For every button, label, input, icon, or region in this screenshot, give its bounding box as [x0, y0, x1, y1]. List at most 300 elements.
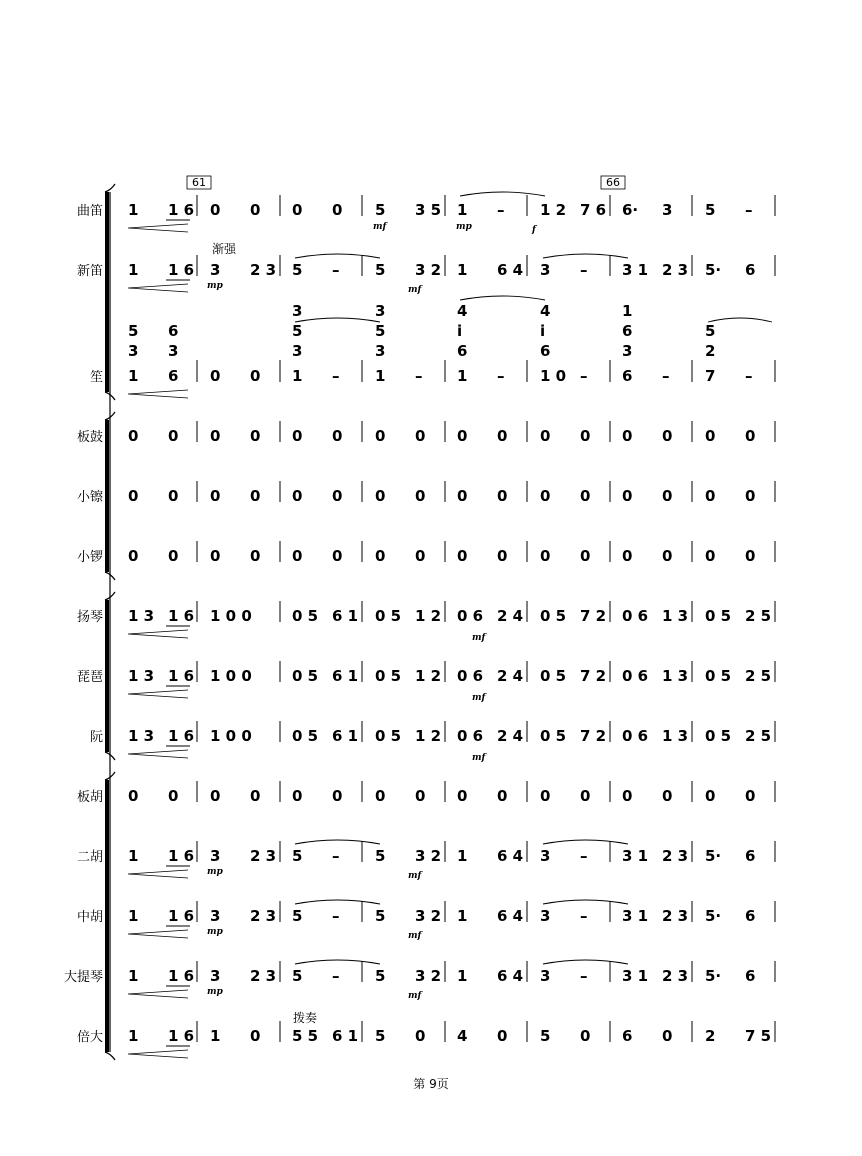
- note: 6: [622, 1027, 633, 1045]
- note: 1: [292, 367, 303, 385]
- note: 2 3: [662, 967, 689, 985]
- note: 5: [375, 1027, 386, 1045]
- chord-note: 6: [457, 342, 468, 360]
- group-bracket: [105, 420, 109, 572]
- crescendo-hairpin: [128, 390, 188, 398]
- note: 0: [210, 487, 221, 505]
- note: 0: [210, 547, 221, 565]
- rehearsal-mark: 61: [192, 176, 206, 189]
- note: –: [580, 907, 588, 925]
- note: 0: [662, 547, 673, 565]
- note: –: [415, 367, 423, 385]
- note: 0: [250, 547, 261, 565]
- note: 3: [210, 967, 221, 985]
- note: 0: [497, 787, 508, 805]
- note: 0 5: [705, 667, 732, 685]
- note: 3: [210, 847, 221, 865]
- chord-note: i: [540, 322, 546, 340]
- chord-note: 3: [128, 342, 139, 360]
- note: 0: [375, 487, 386, 505]
- instrument-label: 笙: [89, 370, 103, 385]
- note: 0 5: [375, 607, 402, 625]
- note: 3 1: [622, 907, 649, 925]
- note: 3: [540, 261, 551, 279]
- note: 0: [580, 427, 591, 445]
- note: 7 2: [580, 607, 607, 625]
- dynamic-mark: mp: [207, 281, 223, 291]
- instrument-label: 板胡: [76, 790, 103, 805]
- note: 1 3: [128, 667, 155, 685]
- chord-note: 5: [128, 322, 139, 340]
- note: 3: [540, 907, 551, 925]
- note: 1: [128, 1027, 139, 1045]
- note: 0: [210, 787, 221, 805]
- instrument-label: 扬琴: [76, 610, 103, 625]
- note: 0: [128, 427, 139, 445]
- tie: [543, 840, 628, 844]
- note: 3 2: [415, 261, 442, 279]
- note: 5 5: [292, 1027, 319, 1045]
- note: 0 5: [540, 607, 567, 625]
- note: 1: [210, 1027, 221, 1045]
- note: 0 6: [622, 607, 649, 625]
- note: 1 6: [168, 967, 195, 985]
- note: 1: [457, 367, 468, 385]
- note: 2 5: [745, 607, 772, 625]
- note: 0: [745, 547, 756, 565]
- note: 0: [662, 1027, 673, 1045]
- note: 0: [292, 547, 303, 565]
- note: 5: [375, 201, 386, 219]
- note: 0: [497, 1027, 508, 1045]
- note: 0: [375, 787, 386, 805]
- note: 0: [540, 427, 551, 445]
- note: 5·: [705, 261, 722, 279]
- note: 1 2: [415, 667, 442, 685]
- note: 3: [540, 847, 551, 865]
- tie: [543, 254, 628, 258]
- note: 3 2: [415, 967, 442, 985]
- note: 0: [332, 487, 343, 505]
- note: 6 1: [332, 727, 359, 745]
- note: 0: [580, 1027, 591, 1045]
- note: 6: [745, 967, 756, 985]
- note: 6 1: [332, 607, 359, 625]
- note: 1: [457, 261, 468, 279]
- note: 0: [497, 487, 508, 505]
- tie: [295, 318, 380, 322]
- note: 1 2: [540, 201, 567, 219]
- note: 0: [210, 427, 221, 445]
- chord-note: 5: [705, 322, 716, 340]
- note: 0: [580, 547, 591, 565]
- note: 6 4: [497, 907, 524, 925]
- note: 1 2: [415, 727, 442, 745]
- note: 0: [705, 787, 716, 805]
- note: 1 3: [662, 607, 689, 625]
- note: 3: [662, 201, 673, 219]
- note: 0: [250, 201, 261, 219]
- note: 0: [622, 787, 633, 805]
- note: –: [332, 907, 340, 925]
- tie: [543, 900, 628, 904]
- note: 0: [168, 427, 179, 445]
- note: 1 6: [168, 1027, 195, 1045]
- note: 5: [292, 907, 303, 925]
- note: 5: [375, 967, 386, 985]
- crescendo-hairpin: [128, 930, 188, 938]
- note: 0: [210, 367, 221, 385]
- dynamic-mark: mf: [472, 633, 486, 643]
- bracket-hook: [105, 184, 115, 192]
- note: 7 6: [580, 201, 607, 219]
- note: 5: [375, 847, 386, 865]
- note: 0: [332, 201, 343, 219]
- note: 1 0 0: [210, 667, 252, 685]
- note: 1: [128, 367, 139, 385]
- note: 0: [128, 547, 139, 565]
- note: 0: [705, 547, 716, 565]
- crescendo-hairpin: [128, 630, 188, 638]
- note: 2 3: [662, 261, 689, 279]
- note: 0 5: [375, 727, 402, 745]
- note: 0: [457, 547, 468, 565]
- note: –: [332, 367, 340, 385]
- tie: [543, 960, 628, 964]
- chord-note: 6: [622, 322, 633, 340]
- note: 7: [705, 367, 716, 385]
- note: 2 3: [250, 907, 277, 925]
- note: 1: [457, 847, 468, 865]
- note: 0: [332, 547, 343, 565]
- note: 0 5: [540, 727, 567, 745]
- note: 7 2: [580, 667, 607, 685]
- chord-note: 3: [375, 342, 386, 360]
- note: 2 3: [250, 847, 277, 865]
- note: 2 5: [745, 667, 772, 685]
- note: 0: [580, 487, 591, 505]
- note: 0: [415, 1027, 426, 1045]
- note: –: [580, 367, 588, 385]
- note: 1: [128, 967, 139, 985]
- chord-note: 1: [622, 302, 633, 320]
- note: 1 6: [168, 261, 195, 279]
- note: 2 3: [250, 261, 277, 279]
- note: 0: [168, 787, 179, 805]
- note: 5·: [705, 967, 722, 985]
- note: 2 4: [497, 727, 524, 745]
- note: 5: [292, 847, 303, 865]
- note: 0: [250, 1027, 261, 1045]
- note: 3 1: [622, 847, 649, 865]
- note: 0: [415, 487, 426, 505]
- note: 0: [662, 427, 673, 445]
- note: 1: [457, 201, 468, 219]
- tie: [295, 254, 380, 258]
- note: 0: [745, 787, 756, 805]
- instrument-label: 阮: [89, 730, 103, 745]
- chord-note: 3: [292, 302, 303, 320]
- note: 0: [210, 201, 221, 219]
- dynamic-mark: f: [532, 225, 536, 235]
- note: 1 6: [168, 667, 195, 685]
- note: 3 1: [622, 261, 649, 279]
- note: –: [580, 967, 588, 985]
- note: 2 3: [662, 907, 689, 925]
- note: 0: [540, 787, 551, 805]
- note: 0 5: [540, 667, 567, 685]
- note: –: [745, 367, 753, 385]
- note: 5: [375, 261, 386, 279]
- tie: [460, 192, 545, 196]
- note: 0: [415, 787, 426, 805]
- dynamic-mark: mp: [207, 867, 223, 877]
- note: –: [745, 201, 753, 219]
- chord-note: 4: [457, 302, 468, 320]
- note: –: [497, 367, 505, 385]
- note: 0: [540, 487, 551, 505]
- note: 1 6: [168, 727, 195, 745]
- note: 4: [457, 1027, 468, 1045]
- note: 1 6: [168, 201, 195, 219]
- chord-note: 3: [375, 302, 386, 320]
- note: 0: [580, 787, 591, 805]
- chord-note: 2: [705, 342, 716, 360]
- note: –: [580, 261, 588, 279]
- note: 0: [745, 487, 756, 505]
- note: 6 4: [497, 847, 524, 865]
- note: 3 1: [622, 967, 649, 985]
- note: 3: [540, 967, 551, 985]
- note: 5·: [705, 847, 722, 865]
- note: 0 5: [292, 607, 319, 625]
- note: 0: [415, 547, 426, 565]
- tie: [295, 900, 380, 904]
- note: 1: [457, 907, 468, 925]
- note: 0: [622, 547, 633, 565]
- note: 0: [705, 487, 716, 505]
- chord-note: 5: [292, 322, 303, 340]
- note: 3: [210, 907, 221, 925]
- instrument-label: 小镲: [76, 490, 103, 505]
- crescendo-hairpin: [128, 1050, 188, 1058]
- chord-note: i: [457, 322, 463, 340]
- note: 1 3: [662, 667, 689, 685]
- note: 6: [168, 367, 179, 385]
- note: 3 2: [415, 907, 442, 925]
- note: 0: [332, 427, 343, 445]
- bracket-hook: [105, 1052, 115, 1060]
- note: 0: [457, 487, 468, 505]
- note: 0: [622, 487, 633, 505]
- group-bracket: [105, 780, 109, 1052]
- note: 0: [168, 547, 179, 565]
- note: 2 3: [662, 847, 689, 865]
- note: 6: [622, 367, 633, 385]
- note: 2 5: [745, 727, 772, 745]
- note: 0 5: [292, 667, 319, 685]
- crescendo-annotation: 渐强: [212, 242, 237, 256]
- note: 6: [745, 907, 756, 925]
- note: 2 4: [497, 607, 524, 625]
- dynamic-mark: mp: [207, 987, 223, 997]
- note: 0: [292, 201, 303, 219]
- note: 6 1: [332, 1027, 359, 1045]
- note: 0 6: [457, 607, 484, 625]
- note: 1 3: [128, 727, 155, 745]
- note: 2 3: [250, 967, 277, 985]
- instrument-label: 中胡: [76, 910, 103, 925]
- chord-note: 4: [540, 302, 551, 320]
- note: 1: [375, 367, 386, 385]
- note: 0: [497, 547, 508, 565]
- note: 1 6: [168, 847, 195, 865]
- dynamic-mark: mp: [456, 222, 472, 232]
- crescendo-hairpin: [128, 284, 188, 292]
- note: 5: [292, 967, 303, 985]
- note: 1 3: [662, 727, 689, 745]
- chord-note: 6: [540, 342, 551, 360]
- note: 5: [540, 1027, 551, 1045]
- note: 2: [705, 1027, 716, 1045]
- note: 1 0 0: [210, 727, 252, 745]
- note: 5·: [705, 907, 722, 925]
- chord-note: 3: [292, 342, 303, 360]
- note: 0: [662, 787, 673, 805]
- note: 0: [745, 427, 756, 445]
- note: 0: [540, 547, 551, 565]
- note: 5: [375, 907, 386, 925]
- note: 0: [250, 787, 261, 805]
- note: 1 3: [128, 607, 155, 625]
- note: 6 4: [497, 261, 524, 279]
- note: 7 5: [745, 1027, 772, 1045]
- rehearsal-mark: 66: [606, 176, 620, 189]
- note: 1: [128, 261, 139, 279]
- note: 2 4: [497, 667, 524, 685]
- note: 6: [745, 847, 756, 865]
- note: 5: [705, 201, 716, 219]
- note: 0: [250, 487, 261, 505]
- note: 3 2: [415, 847, 442, 865]
- group-bracket: [105, 600, 109, 752]
- note: 0: [250, 367, 261, 385]
- instrument-label: 二胡: [76, 850, 103, 865]
- instrument-label: 琵琶: [76, 670, 103, 685]
- note: 0: [497, 427, 508, 445]
- note: –: [332, 261, 340, 279]
- crescendo-hairpin: [128, 990, 188, 998]
- note: 0: [292, 427, 303, 445]
- instrument-label: 大提琴: [63, 970, 103, 985]
- crescendo-hairpin: [128, 870, 188, 878]
- chord-note: 5: [375, 322, 386, 340]
- dynamic-mark: mf: [408, 871, 422, 881]
- instrument-label: 曲笛: [76, 204, 103, 219]
- dynamic-mark: mf: [472, 693, 486, 703]
- note: 0 5: [292, 727, 319, 745]
- note: 0: [375, 547, 386, 565]
- dynamic-mark: mp: [207, 927, 223, 937]
- note: 3 5: [415, 201, 442, 219]
- note: 0: [128, 787, 139, 805]
- note: 1: [128, 847, 139, 865]
- note: –: [332, 967, 340, 985]
- note: 0: [375, 427, 386, 445]
- note: 6·: [622, 201, 639, 219]
- note: 0: [457, 787, 468, 805]
- note: 1: [128, 201, 139, 219]
- tie: [295, 840, 380, 844]
- group-bracket: [105, 192, 109, 392]
- note: 0 5: [705, 727, 732, 745]
- note: 0 6: [457, 727, 484, 745]
- note: 6 1: [332, 667, 359, 685]
- instrument-label: 小锣: [76, 550, 103, 565]
- note: 0 6: [622, 727, 649, 745]
- note: 0: [292, 787, 303, 805]
- note: 0: [705, 427, 716, 445]
- note: 0 6: [622, 667, 649, 685]
- note: 0: [662, 487, 673, 505]
- dynamic-mark: mf: [472, 753, 486, 763]
- page-number: 第 9页: [413, 1077, 449, 1091]
- pizzicato-annotation: 拨奏: [293, 1011, 318, 1025]
- note: 0 6: [457, 667, 484, 685]
- note: 1: [457, 967, 468, 985]
- crescendo-hairpin: [128, 750, 188, 758]
- note: 7 2: [580, 727, 607, 745]
- note: 0 5: [375, 667, 402, 685]
- note: 1 0: [540, 367, 567, 385]
- note: 1 6: [168, 907, 195, 925]
- chord-note: 3: [168, 342, 179, 360]
- crescendo-hairpin: [128, 690, 188, 698]
- note: 0: [415, 427, 426, 445]
- note: 0: [128, 487, 139, 505]
- tie: [295, 960, 380, 964]
- note: 1: [128, 907, 139, 925]
- note: 1 2: [415, 607, 442, 625]
- chord-note: 6: [168, 322, 179, 340]
- note: 0: [292, 487, 303, 505]
- note: –: [332, 847, 340, 865]
- dynamic-mark: mf: [408, 931, 422, 941]
- chord-note: 3: [622, 342, 633, 360]
- note: –: [497, 201, 505, 219]
- note: 6 4: [497, 967, 524, 985]
- note: 6: [745, 261, 756, 279]
- dynamic-mark: mf: [373, 222, 387, 232]
- note: 3: [210, 261, 221, 279]
- note: 0: [250, 427, 261, 445]
- note: 0: [332, 787, 343, 805]
- note: 0: [168, 487, 179, 505]
- tie: [460, 296, 545, 300]
- note: 0 5: [705, 607, 732, 625]
- note: 0: [622, 427, 633, 445]
- note: 0: [457, 427, 468, 445]
- note: –: [580, 847, 588, 865]
- tie: [708, 318, 772, 322]
- note: –: [662, 367, 670, 385]
- crescendo-hairpin: [128, 224, 188, 232]
- instrument-label: 倍大: [76, 1030, 103, 1045]
- instrument-label: 新笛: [76, 264, 103, 279]
- note: 1 0 0: [210, 607, 252, 625]
- dynamic-mark: mf: [408, 991, 422, 1001]
- dynamic-mark: mf: [408, 285, 422, 295]
